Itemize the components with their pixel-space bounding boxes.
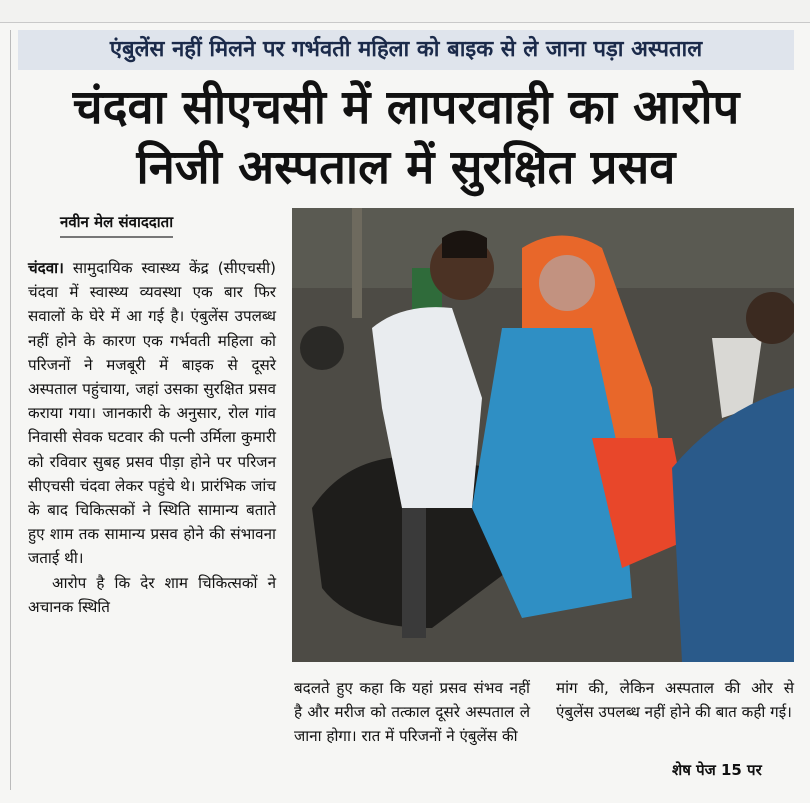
dateline: चंदवा। bbox=[28, 259, 64, 277]
continued-on-page: शेष पेज 15 पर bbox=[672, 761, 762, 779]
column-2-text: बदलते हुए कहा कि यहां प्रसव संभव नहीं है और मरीज को तत्काल दूसरे अस्पताल ले जाना होगा। रात में परिजनों ने एंबुलेंस की bbox=[294, 679, 530, 746]
article-paragraph-1 bbox=[28, 256, 276, 571]
article-column-2 bbox=[294, 676, 530, 749]
rider-legs bbox=[402, 488, 426, 638]
column-3-text: मांग की, लेकिन अस्पताल की ओर से एंबुलेंस उपलब्ध नहीं होने की बात कही गई। bbox=[556, 679, 794, 722]
article-column-3 bbox=[556, 676, 794, 724]
article-paragraph-2: आरोप है कि देर शाम चिकित्सकों ने अचानक स्थिति bbox=[28, 573, 276, 616]
photo-illustration bbox=[292, 208, 794, 662]
kicker-headline: एंबुलेंस नहीं मिलने पर गर्भवती महिला को बाइक से ले जाना पड़ा अस्पताल bbox=[18, 30, 794, 70]
headline-line-1: चंदवा सीएचसी में लापरवाही का आरोप bbox=[72, 80, 740, 135]
byline: नवीन मेल संवाददाता bbox=[60, 212, 173, 238]
previous-page-strip bbox=[0, 0, 810, 23]
rider-hair bbox=[442, 231, 487, 259]
pole bbox=[352, 208, 362, 318]
column-divider bbox=[10, 30, 11, 790]
news-photo bbox=[292, 208, 794, 662]
woman-face bbox=[539, 255, 595, 311]
main-headline bbox=[18, 78, 794, 198]
article-column-1 bbox=[28, 256, 276, 619]
paragraph-1-text: सामुदायिक स्वास्थ्य केंद्र (सीएचसी) चंदवा में स्वास्थ्य व्यवस्था एक बार फिर सवालों के घेरे में आ गई है। एंबुलेंस उपलब्ध नहीं होने के कारण एक गर्भवती महिला को परिजनों ने मजबूरी में बाइक से दूसरे अस्पताल पहुंचाया, जहां उसका सुरक्षित प्रसव कराया गया। जानकारी के अनुसार, रोल गांव निवासी सेवक घटवार की पत्नी उर्मिला कुमारी को रविवार सुबह प्रसव पीड़ा होने पर परिजन सीएचसी चंदवा लेकर पहुंचे थे। प्रारंभिक जांच के बाद चिकित्सकों ने स्थिति सामान्य बताते हुए शाम तक सामान्य प्रसव होने की संभावना जताई थी। bbox=[28, 259, 276, 568]
headline-line-2: निजी अस्पताल में सुरक्षित प्रसव bbox=[136, 140, 676, 195]
bike-mirror bbox=[300, 326, 344, 370]
